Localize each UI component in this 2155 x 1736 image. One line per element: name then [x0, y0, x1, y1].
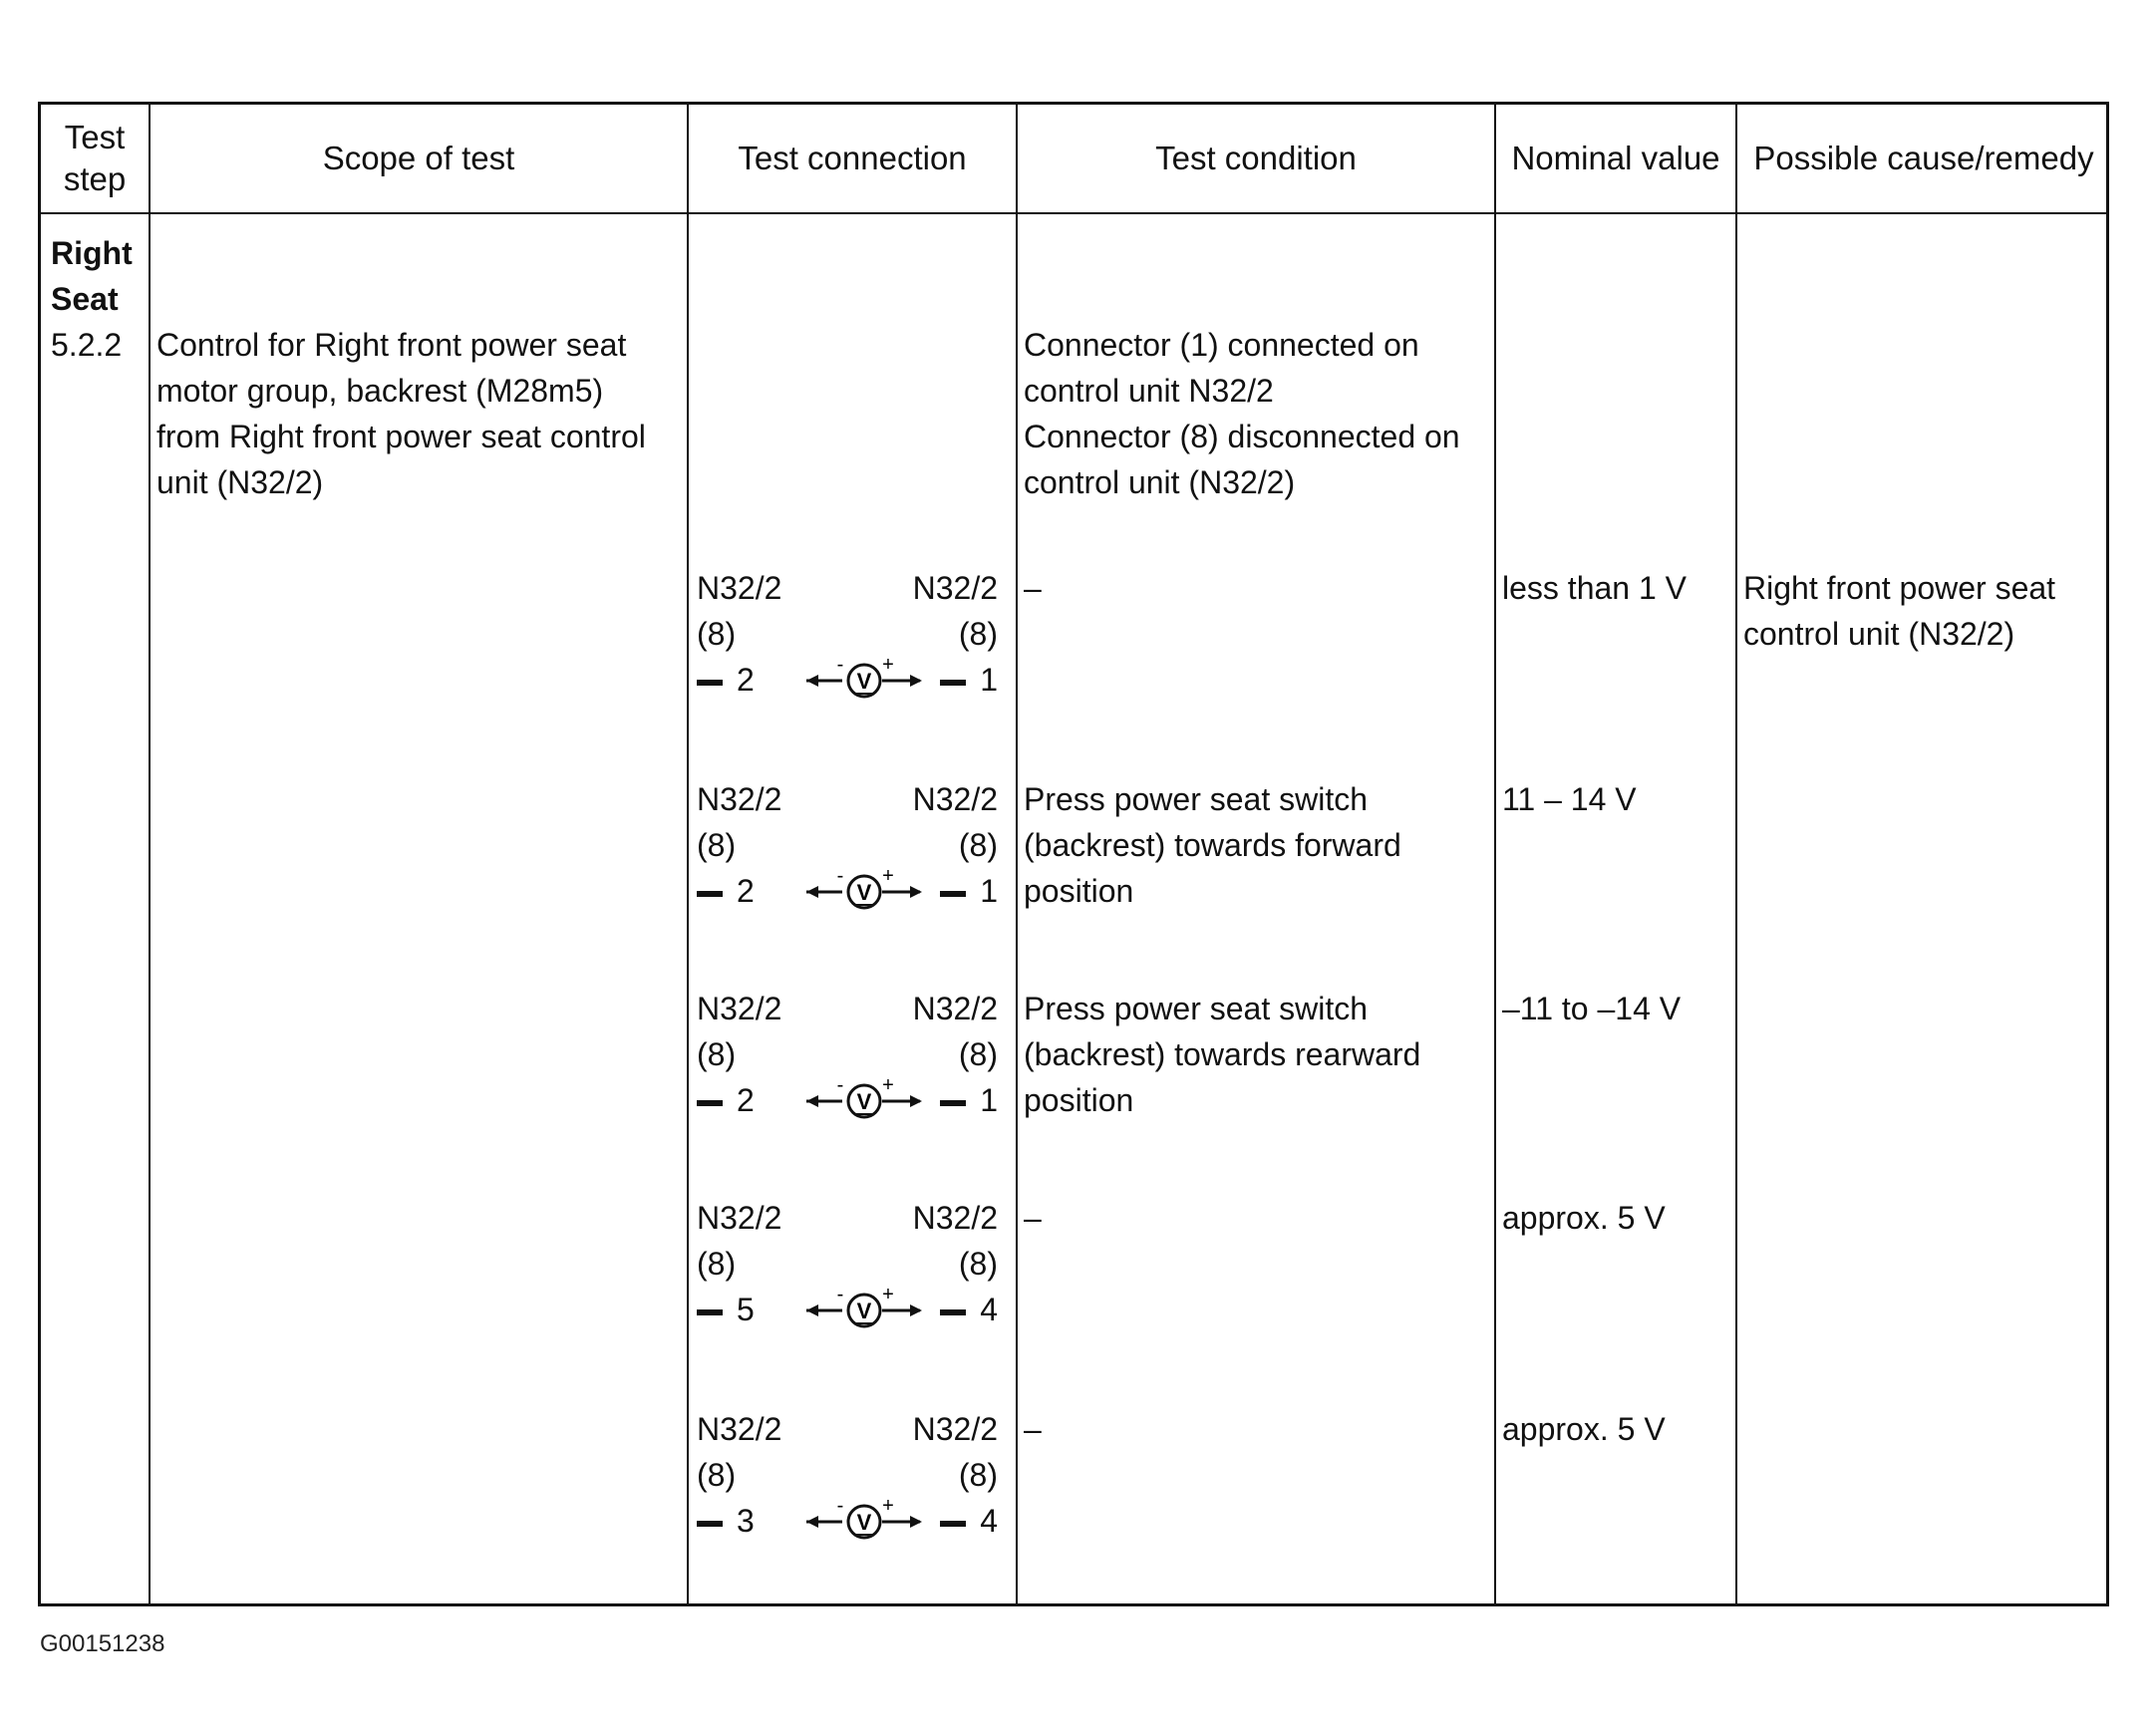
cause-line: Right front power seat — [1743, 570, 2056, 606]
precondition-line: Connector (1) connected on — [1024, 327, 1419, 363]
cause-line: control unit (N32/2) — [1743, 616, 2015, 652]
condition-line: Press power seat switch — [1024, 991, 1369, 1026]
condition-line: Press power seat switch — [1024, 781, 1369, 817]
precondition-line: control unit (N32/2) — [1024, 464, 1296, 500]
step-seat-line1: Right — [51, 235, 133, 271]
test-condition — [1024, 1195, 1492, 1241]
nominal-value: 11 – 14 V — [1502, 781, 1637, 817]
meter-letter: V — [856, 1089, 872, 1114]
pin-dash-icon — [940, 891, 966, 897]
voltmeter-icon — [804, 1287, 924, 1332]
left-probe-label — [697, 986, 781, 1077]
left-probe-label — [697, 565, 781, 657]
left-probe-label — [697, 1406, 781, 1498]
pin-dash-icon — [697, 1521, 723, 1527]
test-connection — [697, 986, 998, 1125]
meter-letter: V — [856, 1510, 872, 1535]
header-divider — [41, 212, 2106, 214]
left-pin: 3 — [697, 1498, 755, 1544]
header-condition: Test condition — [1155, 140, 1357, 176]
figure-code: G00151238 — [40, 1630, 165, 1657]
left-unit: N32/2 — [697, 991, 782, 1026]
col-divider-3 — [1016, 105, 1018, 1603]
pin-dash-icon — [697, 1309, 723, 1315]
header-test-step: Test step — [63, 119, 127, 197]
condition-line: – — [1024, 1200, 1042, 1236]
test-connection — [697, 565, 998, 705]
precondition-text — [1024, 322, 1492, 505]
col-divider-4 — [1494, 105, 1496, 1603]
meter-plus: + — [882, 1287, 894, 1305]
meter-plus: + — [882, 868, 894, 887]
left-probe-label — [697, 1195, 781, 1287]
left-pin: 2 — [697, 1077, 755, 1123]
meter-minus: - — [836, 1287, 844, 1305]
test-condition — [1024, 565, 1492, 611]
test-table — [38, 102, 2109, 1606]
left-probe-label — [697, 776, 781, 868]
header-connection: Test connection — [738, 140, 967, 176]
meter-minus: - — [836, 1498, 844, 1517]
test-connection — [697, 1195, 998, 1334]
meter-letter: V — [856, 1299, 872, 1323]
pin-dash-icon — [940, 1309, 966, 1315]
left-unit: N32/2 — [697, 1200, 782, 1236]
right-connector: (8) — [958, 1246, 998, 1282]
meter-minus: - — [836, 657, 844, 676]
meter-minus: - — [836, 1077, 844, 1096]
right-probe-label — [913, 986, 998, 1077]
right-connector: (8) — [958, 1036, 998, 1072]
right-unit: N32/2 — [912, 991, 998, 1026]
left-pin: 2 — [697, 657, 755, 703]
test-condition — [1024, 986, 1492, 1123]
precondition-line: Connector (8) disconnected on — [1024, 419, 1460, 454]
pin-dash-icon — [697, 891, 723, 897]
right-unit: N32/2 — [912, 1200, 998, 1236]
pin-dash-icon — [697, 680, 723, 686]
pin-dash-icon — [940, 1100, 966, 1106]
right-pin: 4 — [940, 1498, 998, 1544]
meter-plus: + — [882, 657, 894, 676]
header-nominal: Nominal value — [1511, 140, 1720, 176]
right-probe-label — [913, 565, 998, 657]
nominal-value: approx. 5 V — [1502, 1200, 1666, 1236]
nominal-value: –11 to –14 V — [1502, 991, 1682, 1026]
condition-line: (backrest) towards forward — [1024, 827, 1401, 863]
step-seat-line2: Seat — [51, 281, 119, 317]
condition-line: position — [1024, 873, 1134, 909]
right-probe-label — [913, 776, 998, 868]
left-pin: 5 — [697, 1287, 755, 1332]
scope-text — [156, 322, 685, 505]
pin-dash-icon — [697, 1100, 723, 1106]
nominal-value: less than 1 V — [1502, 570, 1687, 606]
pin-dash-icon — [940, 680, 966, 686]
voltmeter-icon — [804, 868, 924, 914]
right-unit: N32/2 — [912, 781, 998, 817]
pin-dash-icon — [940, 1521, 966, 1527]
meter-letter: V — [856, 669, 872, 694]
condition-line: position — [1024, 1082, 1134, 1118]
right-connector: (8) — [958, 827, 998, 863]
col-divider-5 — [1735, 105, 1737, 1603]
left-connector: (8) — [697, 827, 737, 863]
right-pin: 1 — [940, 1077, 998, 1123]
possible-cause — [1743, 565, 2108, 657]
right-pin: 1 — [940, 657, 998, 703]
col-divider-2 — [687, 105, 689, 1603]
col-divider-1 — [149, 105, 151, 1603]
right-probe-label — [913, 1406, 998, 1498]
nominal-value: approx. 5 V — [1502, 1411, 1666, 1447]
step-number: 5.2.2 — [51, 327, 123, 363]
meter-plus: + — [882, 1077, 894, 1096]
right-unit: N32/2 — [912, 1411, 998, 1447]
meter-minus: - — [836, 868, 844, 887]
left-unit: N32/2 — [697, 570, 782, 606]
scope-line: from Right front power seat control — [156, 419, 646, 454]
scope-line: unit (N32/2) — [156, 464, 324, 500]
voltmeter-icon — [804, 1498, 924, 1544]
header-scope: Scope of test — [322, 140, 515, 176]
right-pin: 4 — [940, 1287, 998, 1332]
left-unit: N32/2 — [697, 1411, 782, 1447]
left-connector: (8) — [697, 1457, 737, 1493]
right-probe-label — [913, 1195, 998, 1287]
test-connection — [697, 776, 998, 916]
scope-line: Control for Right front power seat — [156, 327, 627, 363]
test-condition — [1024, 1406, 1492, 1452]
scope-line: motor group, backrest (M28m5) — [156, 373, 604, 409]
header-cause: Possible cause/remedy — [1753, 140, 2094, 176]
test-connection — [697, 1406, 998, 1546]
meter-plus: + — [882, 1498, 894, 1517]
precondition-line: control unit N32/2 — [1024, 373, 1274, 409]
meter-letter: V — [856, 880, 872, 905]
condition-line: – — [1024, 570, 1042, 606]
left-pin: 2 — [697, 868, 755, 914]
condition-line: – — [1024, 1411, 1042, 1447]
step-label — [51, 230, 146, 368]
left-unit: N32/2 — [697, 781, 782, 817]
left-connector: (8) — [697, 616, 737, 652]
left-connector: (8) — [697, 1246, 737, 1282]
voltmeter-icon — [804, 657, 924, 703]
right-connector: (8) — [958, 1457, 998, 1493]
right-connector: (8) — [958, 616, 998, 652]
left-connector: (8) — [697, 1036, 737, 1072]
voltmeter-icon — [804, 1077, 924, 1123]
right-unit: N32/2 — [912, 570, 998, 606]
test-condition — [1024, 776, 1492, 914]
condition-line: (backrest) towards rearward — [1024, 1036, 1421, 1072]
right-pin: 1 — [940, 868, 998, 914]
